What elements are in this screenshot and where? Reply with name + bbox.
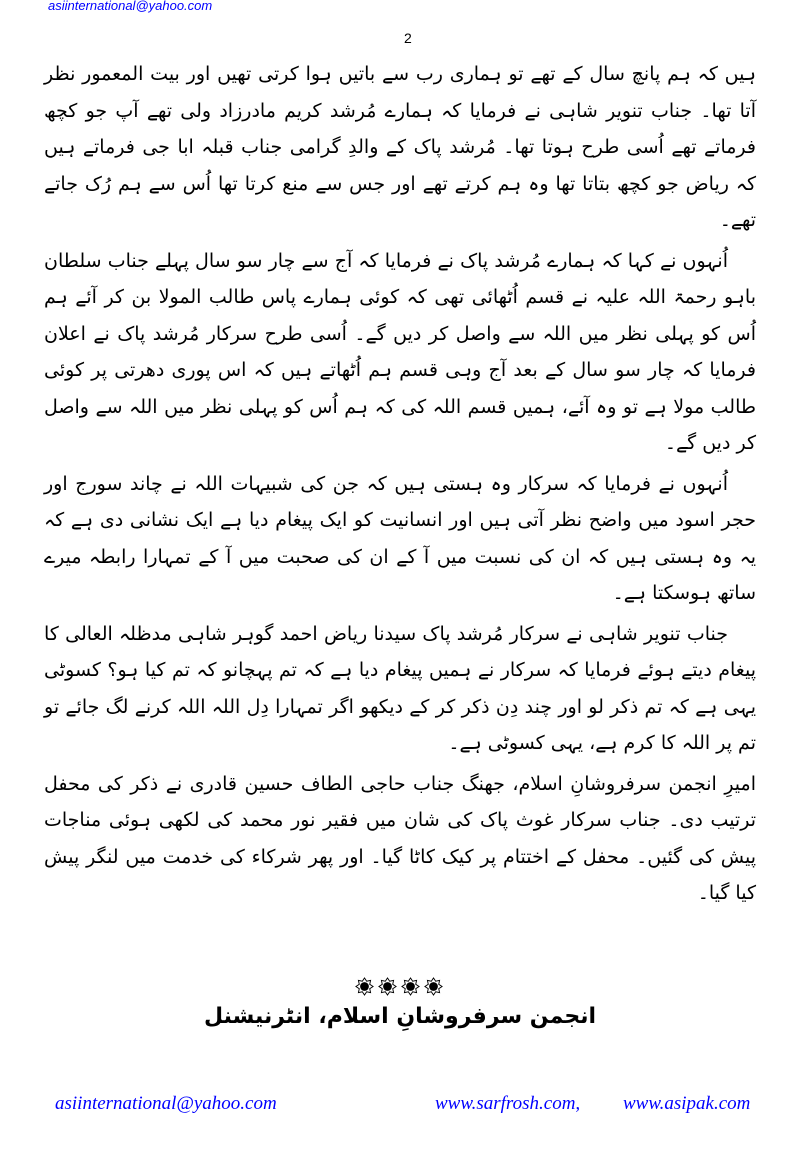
paragraph-4: جناب تنویر شاہی نے سرکار مُرشد پاک سیدنا ریاض احمد گوہر شاہی مدظلہ العالی کا پیغام دیتے ہوئے فرمایا کہ سرکار نے ہمیں پیغام دیا ہے کہ تم پہچانو کہ تم کیا ہو؟ کسوٹی یہی ہے کہ تم ذکر لو اور چند دِن ذکر کر کے دیکھو اگر تمہارا دِل اللہ اللہ کرنے لگ جائے تو تم پر اللہ کا کرم ہے، یہی کسوٹی ہے۔ [44,622,756,754]
star-ornament-icon [424,977,443,996]
paragraph-3: اُنہوں نے فرمایا کہ سرکار وہ ہستی ہیں کہ جن کی شبیہات اللہ نے چاند سورج اور حجر اسود میں واضح نظر آتی ہیں اور انسانیت کو ایک پیغام دیا ہے ایک نشانی دی ہے کہ یہ وہ ہستی ہیں کہ ان کی نسبت میں آ کے ان کی صحبت میں آ کے تمہارا رابطہ میرے ساتھ ہوسکتا ہے۔ [44,472,756,604]
star-ornament-icon [378,977,397,996]
page-number: 2 [404,30,412,46]
paragraph-2: اُنہوں نے کہا کہ ہمارے مُرشد پاک نے فرمایا کہ آج سے چار سو سال پہلے جناب سلطان باہو رحمۃ اللہ علیہ نے قسم اُٹھائی تھی کہ کوئی ہمارے پاس طالب المولا بن کر آئے ہم اُس کو پہلی نظر میں اللہ سے واصل کر دیں گے۔ اُسی طرح سرکار مُرشد پاک نے اعلان فرمایا کہ چار سو سال کے بعد آج وہی قسم ہم اُٹھاتے ہیں کہ اس پوری دھرتی پر کوئی طالب مولا ہے تو وہ آئے، ہمیں قسم اللہ کی کہ ہم اُس کو پہلی نظر میں اللہ سے واصل کر دیں گے۔ [44,249,756,454]
star-ornament-icon [355,977,374,996]
footer-link-sarfrosh[interactable]: www.sarfrosh.com, [435,1093,581,1114]
section-divider-ornament [355,977,443,996]
header-email-link[interactable]: asiinternational@yahoo.com [48,0,213,13]
organization-title: انجمن سرفروشانِ اسلام، انٹرنیشنل [203,1004,596,1029]
paragraph-1: ہیں کہ ہم پانچ سال کے تھے تو ہماری رب سے باتیں ہوا کرتی تھیں اور بیت المعمور نظر آتا تھا۔ جناب تنویر شاہی نے فرمایا کہ ہمارے مُرشد کریم مادرزاد ولی تھے آپ جو کچھ فرماتے تھے اُسی طرح ہوتا تھا۔ مُرشد پاک کے والدِ گرامی جناب قبلہ ابا جی فرماتے ہیں کہ ریاض جو کچھ بتاتا تھا وہ ہم کرتے تھے اور جس سے منع کرتا تھا اُس سے ہم رُک جاتے تھے۔ [44,63,756,231]
footer-link-asipak[interactable]: www.asipak.com [623,1093,751,1114]
star-ornament-icon [401,977,420,996]
footer-email-link[interactable]: asiinternational@yahoo.com [55,1093,277,1114]
article-body [44,56,756,916]
paragraph-5: امیرِ انجمن سرفروشانِ اسلام، جھنگ جناب حاجی الطاف حسین قادری نے ذکر کی محفل ترتیب دی۔ جناب سرکار غوث پاک کی شان میں فقیر نور محمد کی لکھی ہوئی مناجات پیش کی گئیں۔ محفل کے اختتام پر کیک کاٹا گیا۔ اور پھر شرکاء کی خدمت میں لنگر پیش کیا گیا۔ [44,772,756,904]
